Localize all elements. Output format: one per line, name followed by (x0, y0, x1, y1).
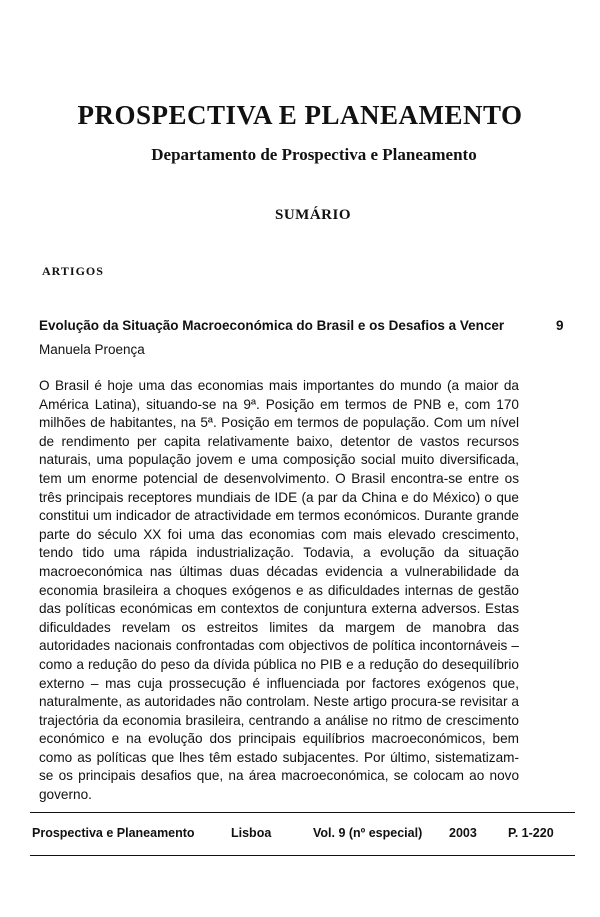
footer-year: 2003 (449, 826, 477, 840)
footer-city: Lisboa (231, 826, 272, 840)
footer-top-rule (30, 812, 575, 813)
department-subtitle: Departamento de Prospectiva e Planeamento (151, 145, 477, 164)
toc-heading: SUMÁRIO (274, 207, 351, 223)
article-author: Manuela Proença (39, 342, 145, 357)
footer-volume: Vol. 9 (nº especial) (313, 826, 423, 840)
journal-title: PROSPECTIVA E PLANEAMENTO (77, 100, 523, 130)
article-abstract: O Brasil é hoje uma das economias mais importantes do mundo (a maior da América Latina), situando-se na 9ª. Posição em termos de PNB e, com 170 milhões de habitantes, na 5ª. Posição em termos de população. Com um nível de rendimento per capita relativamente baixo, detentor de vastos recursos naturais, uma população jovem e uma composição social muito diversificada, tem um enorme potencial de desenvolvimento. O Brasil encontra-se entre os três principais receptores mundiais de IDE (a par da China e do México) o que constitui um indicador de atractividade em termos económicos. Durante grande parte do século XX foi uma das economias com mais elevado crescimento, tendo tido uma rápida industrialização. Todavia, a evolução da situação macroeconómica nas últimas duas décadas evidencia a vulnerabilidade da economia brasileira a choques exógenos e as dificuldades internas de gestão das políticas económicas em contextos de conjuntura externa adversos. Estas dificuldades revelam os estreitos limites da margem de manobra das autoridades nacionais confrontadas com objectivos de política incontornáveis – como a redução do peso da dívida pública no PIB e a redução do desequilíbrio externo – mas cuja prossecução é influenciada por factores exógenos que, naturalmente, as autoridades não controlam. Neste artigo procura-se revisitar a trajectória da economia brasileira, centrando a análise no ritmo de crescimento económico e na evolução dos principais equilíbrios macroeconómicos, bem como as políticas que lhes têm estado subjacentes. Por último, sistematizam-se os principais desafios que, na área macroeconómica, se colocam ao novo governo. (39, 378, 519, 803)
footer-bottom-rule (30, 855, 575, 856)
article-page-number: 9 (556, 318, 564, 333)
section-label: ARTIGOS (42, 264, 104, 278)
article-title[interactable]: Evolução da Situação Macroeconómica do Brasil e os Desafios a Vencer (39, 318, 505, 333)
footer-journal: Prospectiva e Planeamento (32, 826, 195, 840)
footer-pages: P. 1-220 (508, 826, 554, 840)
